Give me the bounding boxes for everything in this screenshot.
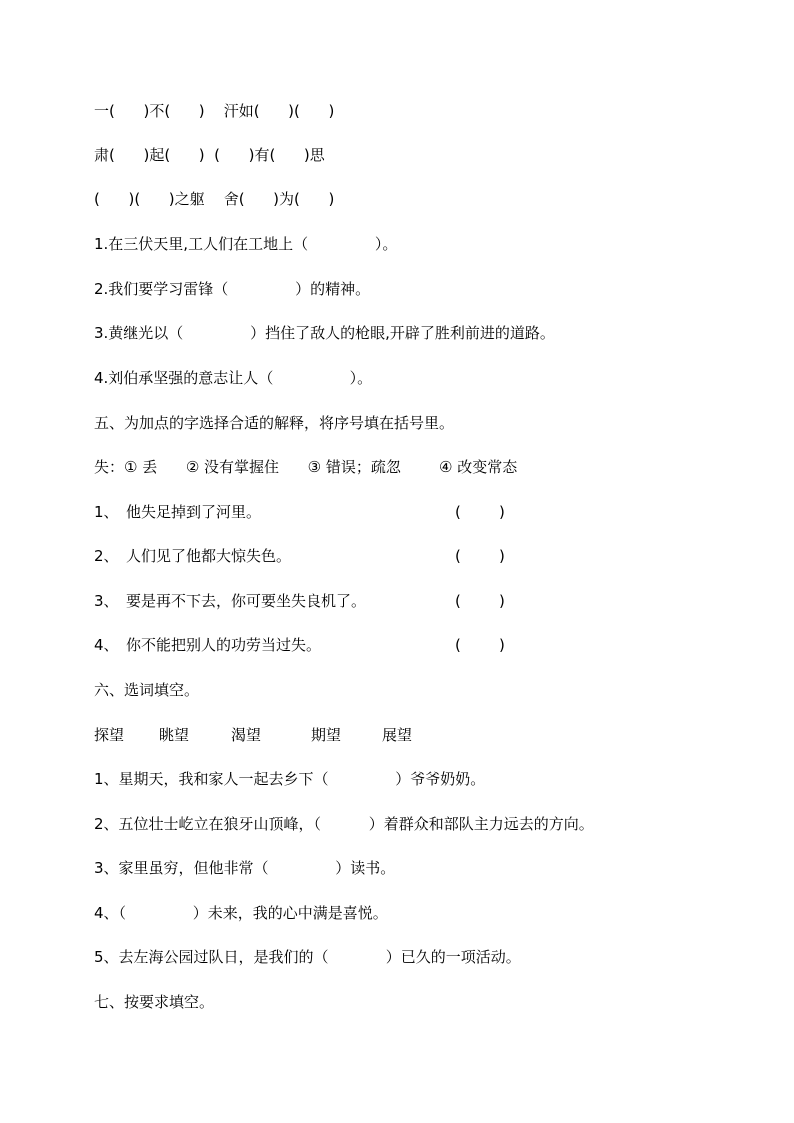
- item-text: 他失足掉到了河里。: [126, 503, 262, 521]
- idiom-sentence-2: 2.我们要学习雷锋（ ）的精神。: [94, 280, 371, 298]
- fill-sentence-5: 5、去左海公园过队日，是我们的（ ）已久的一项活动。: [94, 948, 521, 966]
- item-number: 4、: [94, 636, 119, 654]
- answer-blank[interactable]: ( ): [455, 547, 505, 565]
- idiom-sentence-3: 3.黄继光以（ ）挡住了敌人的枪眼,开辟了胜利前进的道路。: [94, 324, 555, 342]
- section6-title: 六、选词填空。: [94, 681, 200, 699]
- idiom-row-2: 肃( )起( ) ( )有( )思: [94, 146, 325, 164]
- idiom-sentence-1: 1.在三伏天里,工人们在工地上（ ）。: [94, 235, 398, 253]
- answer-blank[interactable]: ( ): [455, 636, 505, 654]
- idiom-sentence-4: 4.刘伯承坚强的意志让人（ ）。: [94, 369, 373, 387]
- fill-sentence-1: 1、星期天，我和家人一起去乡下（ ）爷爷奶奶。: [94, 770, 486, 788]
- fill-sentence-2: 2、五位壮士屹立在狼牙山顶峰，（ ）着群众和部队主力远去的方向。: [94, 815, 594, 833]
- item-text: 要是再不下去，你可要坐失良机了。: [126, 592, 367, 610]
- fill-sentence-3: 3、家里虽穷，但他非常（ ）读书。: [94, 859, 396, 877]
- word-option: 期望: [311, 726, 342, 744]
- answer-blank[interactable]: ( ): [455, 592, 505, 610]
- word-option: 渴望: [231, 726, 262, 744]
- section7-title: 七、按要求填空。: [94, 993, 215, 1011]
- idiom-row-3: ( )( )之躯 舍( )为( ): [94, 190, 335, 208]
- fill-sentence-4: 4、（ ）未来，我的心中满是喜悦。: [94, 904, 388, 922]
- item-text: 你不能把别人的功劳当过失。: [126, 636, 322, 654]
- answer-blank[interactable]: ( ): [455, 503, 505, 521]
- word-option: 眺望: [159, 726, 190, 744]
- word-option: 探望: [94, 726, 125, 744]
- word-option: 展望: [382, 726, 413, 744]
- item-text: 人们见了他都大惊失色。: [126, 547, 292, 565]
- item-number: 3、: [94, 592, 119, 610]
- item-number: 2、: [94, 547, 119, 565]
- section5-title: 五、为加点的字选择合适的解释，将序号填在括号里。: [94, 414, 455, 432]
- idiom-row-1: 一( )不( ) 汗如( )( ): [94, 102, 335, 120]
- section5-definitions: 失：① 丢 ② 没有掌握住 ③ 错误；疏忽 ④ 改变常态: [94, 458, 518, 476]
- item-number: 1、: [94, 503, 119, 521]
